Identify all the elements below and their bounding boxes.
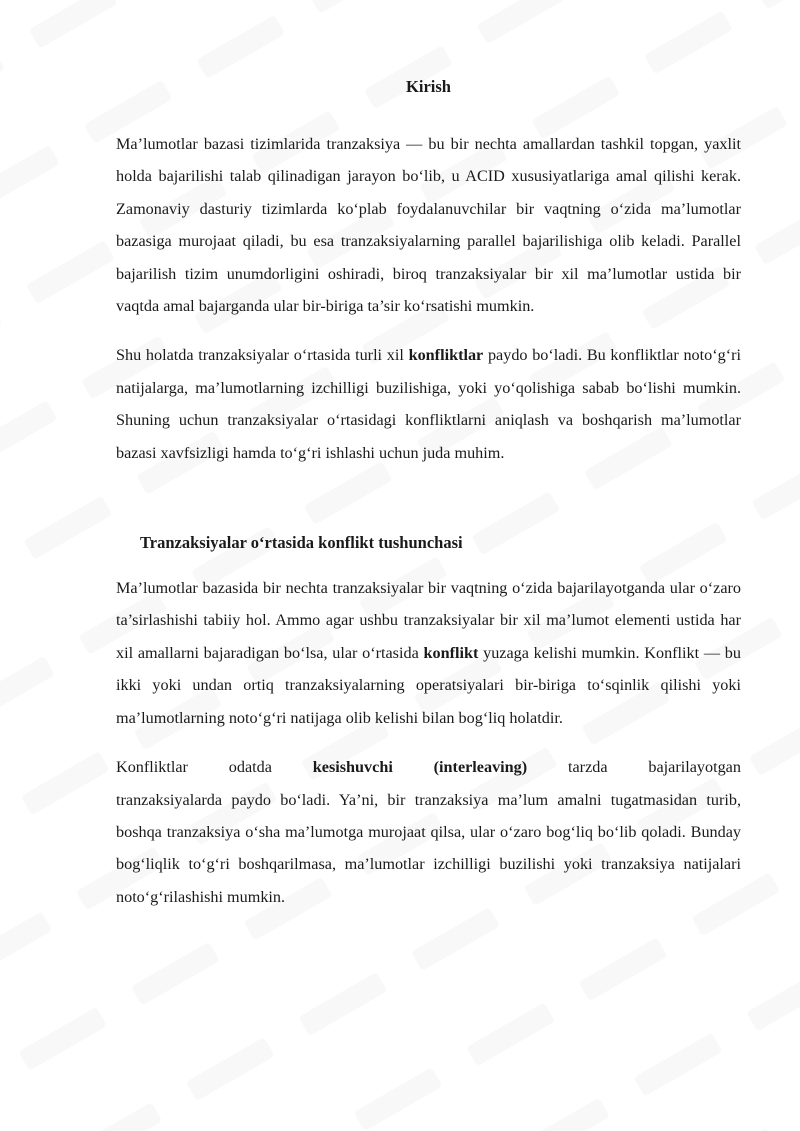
section-paragraph-2-first-line (116, 751, 741, 783)
section-paragraph-1-text-b: yuzaga kelishi mumkin. Konflikt — bu ikki yoki undan ortiq tranzaksiyalarning operatsiyalari bir-biriga to‘sqinlik qilishi yoki ma’lumotlarning noto‘g‘ri natijaga olib kelishi bilan bog‘liq holatdir. (116, 643, 741, 727)
intro-paragraph-2-text-a: Shu holatda tranzaksiyalar o‘rtasida turli xil (116, 346, 409, 365)
intro-paragraph-2 (116, 339, 741, 469)
section-paragraph-1 (116, 572, 741, 734)
section-paragraph-2-rest: tranzaksiyalarda paydo bo‘ladi. Ya’ni, bir tranzaksiya ma’lum amalni tugatmasidan turib, boshqa tranzaksiya o‘sha ma’lumotga murojaat qilsa, ular o‘zaro bog‘liq bo‘lib qoladi. Bunday bog‘liqlik to‘g‘ri boshqarilmasa, ma’lumotlar izchilligi buzilishi yoki tranzaksiya natijalari noto‘g‘rilashishi mumkin. (116, 790, 741, 906)
term-konflikt: konflikt (423, 643, 479, 662)
term-konfliktlar: konfliktlar (408, 346, 484, 365)
word-tarzda: tarzda (568, 758, 608, 777)
document-body (116, 72, 741, 930)
section-paragraph-2 (116, 751, 741, 913)
word-bajarilayotgan: bajarilayotgan (648, 758, 741, 777)
section-paragraph-1-text-a: Ma’lumotlar bazasida bir nechta tranzaksiyalar bir vaqtning o‘zida bajarilayotganda ular o‘zaro ta’sirlashishi tabiiy hol. Ammo agar ushbu tranzaksiyalar bir xil ma’lumot elementi ustida har xil amallarni bajaradigan bo‘lsa, ular o‘rtasida (116, 579, 741, 662)
page-title: Kirish (406, 77, 451, 96)
word-konfliktlar: Konfliktlar (116, 758, 188, 777)
word-odatda: odatda (228, 758, 272, 777)
intro-paragraph-1: Ma’lumotlar bazasi tizimlarida tranzaksiya — bu bir nechta amallardan tashkil topgan, yaxlit holda bajarilishi talab qilinadigan jarayon bo‘lib, u ACID xususiyatlariga amal qilishi kerak. Zamonaviy dasturiy tizimlarda ko‘plab foydalanuvchilar bir vaqtning o‘zida ma’lumotlar bazasiga murojaat qiladi, bu esa tranzaksiyalarning parallel bajarilishiga olib keladi. Parallel bajarilish tizim unumdorligini oshiradi, biroq tranzaksiyalar bir xil ma’lumotlar ustida bir vaqtda amal bajarganda ular bir-biriga ta’sir ko‘rsatishi mumkin. (116, 135, 741, 316)
term-interleaving: (interleaving) (433, 758, 528, 777)
intro-paragraph-2-text-b: paydo bo‘ladi. Bu konfliktlar noto‘g‘ri natijalarga, ma’lumotlarning izchilligi buzilishiga, yoki yo‘qolishiga sabab bo‘lishi mumkin. Shuning uchun tranzaksiyalar o‘rtasidagi konfliktlarni aniqlash va boshqarish ma’lumotlar bazasi xavfsizligi hamda to‘g‘ri ishlashi uchun juda muhim. (116, 346, 741, 462)
term-kesishuvchi: kesishuvchi (312, 758, 393, 777)
section-heading: Tranzaksiyalar o‘rtasida konflikt tushunchasi (140, 533, 463, 553)
